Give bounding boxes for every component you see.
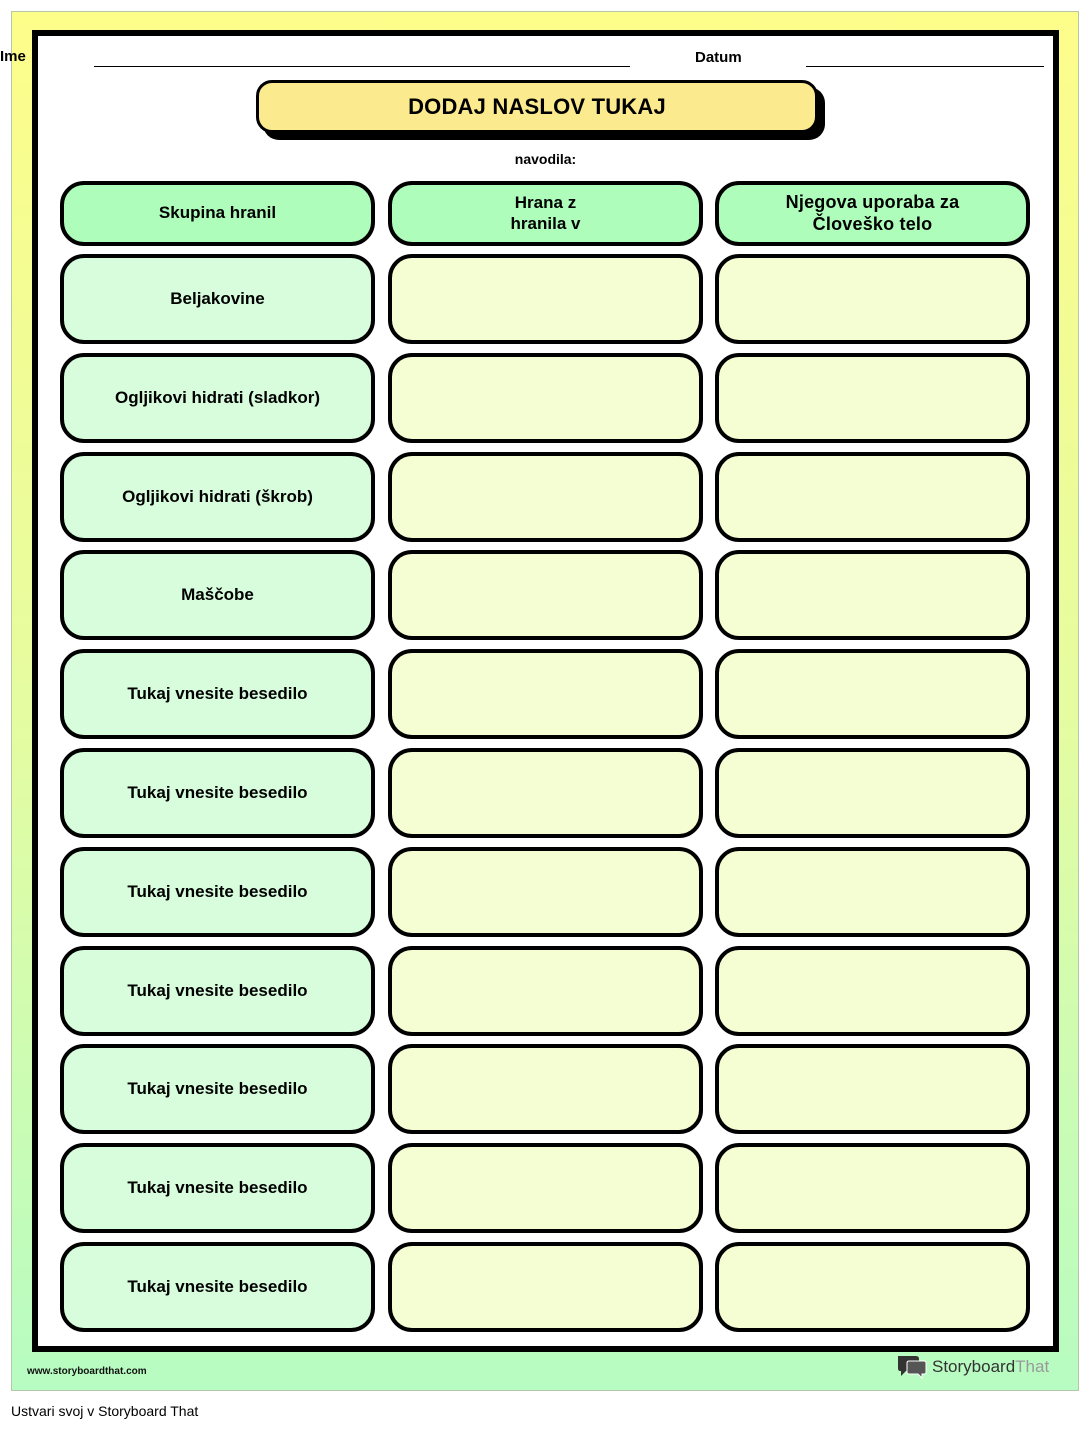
body-use-entry-cell[interactable]: [715, 748, 1030, 838]
column-header-3: [715, 181, 1030, 246]
column-header-1: [60, 181, 375, 246]
caption: Ustvari svoj v Storyboard That: [11, 1403, 199, 1419]
row-label-cell: [60, 353, 375, 443]
body-use-entry-cell[interactable]: [715, 353, 1030, 443]
row-label: Tukaj vnesite besedilo: [127, 683, 308, 703]
row-label-cell: [60, 550, 375, 640]
instructions-label: navodila:: [514, 151, 577, 167]
row-label-cell: [60, 452, 375, 542]
row-label: Tukaj vnesite besedilo: [127, 1078, 308, 1098]
row-label: Ogljikovi hidrati (škrob): [122, 486, 313, 506]
name-label: Ime: [0, 48, 26, 65]
body-use-entry-cell[interactable]: [715, 1044, 1030, 1134]
row-label-cell: [60, 254, 375, 344]
column-header-label: Hrana z hranila v: [510, 193, 581, 233]
storyboardthat-logo: [896, 1354, 1049, 1380]
row-label: Maščobe: [181, 584, 254, 604]
body-use-entry-cell[interactable]: [715, 1143, 1030, 1233]
body-use-entry-cell[interactable]: [715, 550, 1030, 640]
food-entry-cell[interactable]: [388, 748, 703, 838]
food-entry-cell[interactable]: [388, 452, 703, 542]
row-label: Tukaj vnesite besedilo: [127, 782, 308, 802]
row-label-cell: [60, 1044, 375, 1134]
row-label-cell: [60, 1242, 375, 1332]
row-label: Tukaj vnesite besedilo: [127, 1276, 308, 1296]
worksheet-title: DODAJ NASLOV TUKAJ: [256, 80, 818, 133]
food-entry-cell[interactable]: [388, 254, 703, 344]
row-label: Tukaj vnesite besedilo: [127, 980, 308, 1000]
food-entry-cell[interactable]: [388, 550, 703, 640]
food-entry-cell[interactable]: [388, 1242, 703, 1332]
row-label-cell: [60, 847, 375, 937]
food-entry-cell[interactable]: [388, 847, 703, 937]
speech-bubble-icon: [896, 1354, 928, 1380]
body-use-entry-cell[interactable]: [715, 254, 1030, 344]
food-entry-cell[interactable]: [388, 353, 703, 443]
row-label-cell: [60, 946, 375, 1036]
food-entry-cell[interactable]: [388, 649, 703, 739]
row-label: Beljakovine: [170, 288, 265, 308]
name-line: [94, 66, 630, 67]
body-use-entry-cell[interactable]: [715, 1242, 1030, 1332]
date-label: Datum: [695, 49, 742, 66]
food-entry-cell[interactable]: [388, 946, 703, 1036]
column-header-2: [388, 181, 703, 246]
body-use-entry-cell[interactable]: [715, 649, 1030, 739]
brand-name: StoryboardThat: [932, 1357, 1050, 1376]
row-label-cell: [60, 1143, 375, 1233]
row-label-cell: [60, 748, 375, 838]
body-use-entry-cell[interactable]: [715, 452, 1030, 542]
row-label: Tukaj vnesite besedilo: [127, 881, 308, 901]
date-line: [806, 66, 1044, 67]
row-label: Ogljikovi hidrati (sladkor): [115, 387, 320, 407]
column-header-label: Njegova uporaba za Človeško telo: [785, 191, 960, 234]
row-label-cell: [60, 649, 375, 739]
food-entry-cell[interactable]: [388, 1044, 703, 1134]
body-use-entry-cell[interactable]: [715, 847, 1030, 937]
footer-url: www.storyboardthat.com: [27, 1366, 147, 1377]
row-label: Tukaj vnesite besedilo: [127, 1177, 308, 1197]
food-entry-cell[interactable]: [388, 1143, 703, 1233]
column-header-label: Skupina hranil: [158, 203, 277, 223]
body-use-entry-cell[interactable]: [715, 946, 1030, 1036]
